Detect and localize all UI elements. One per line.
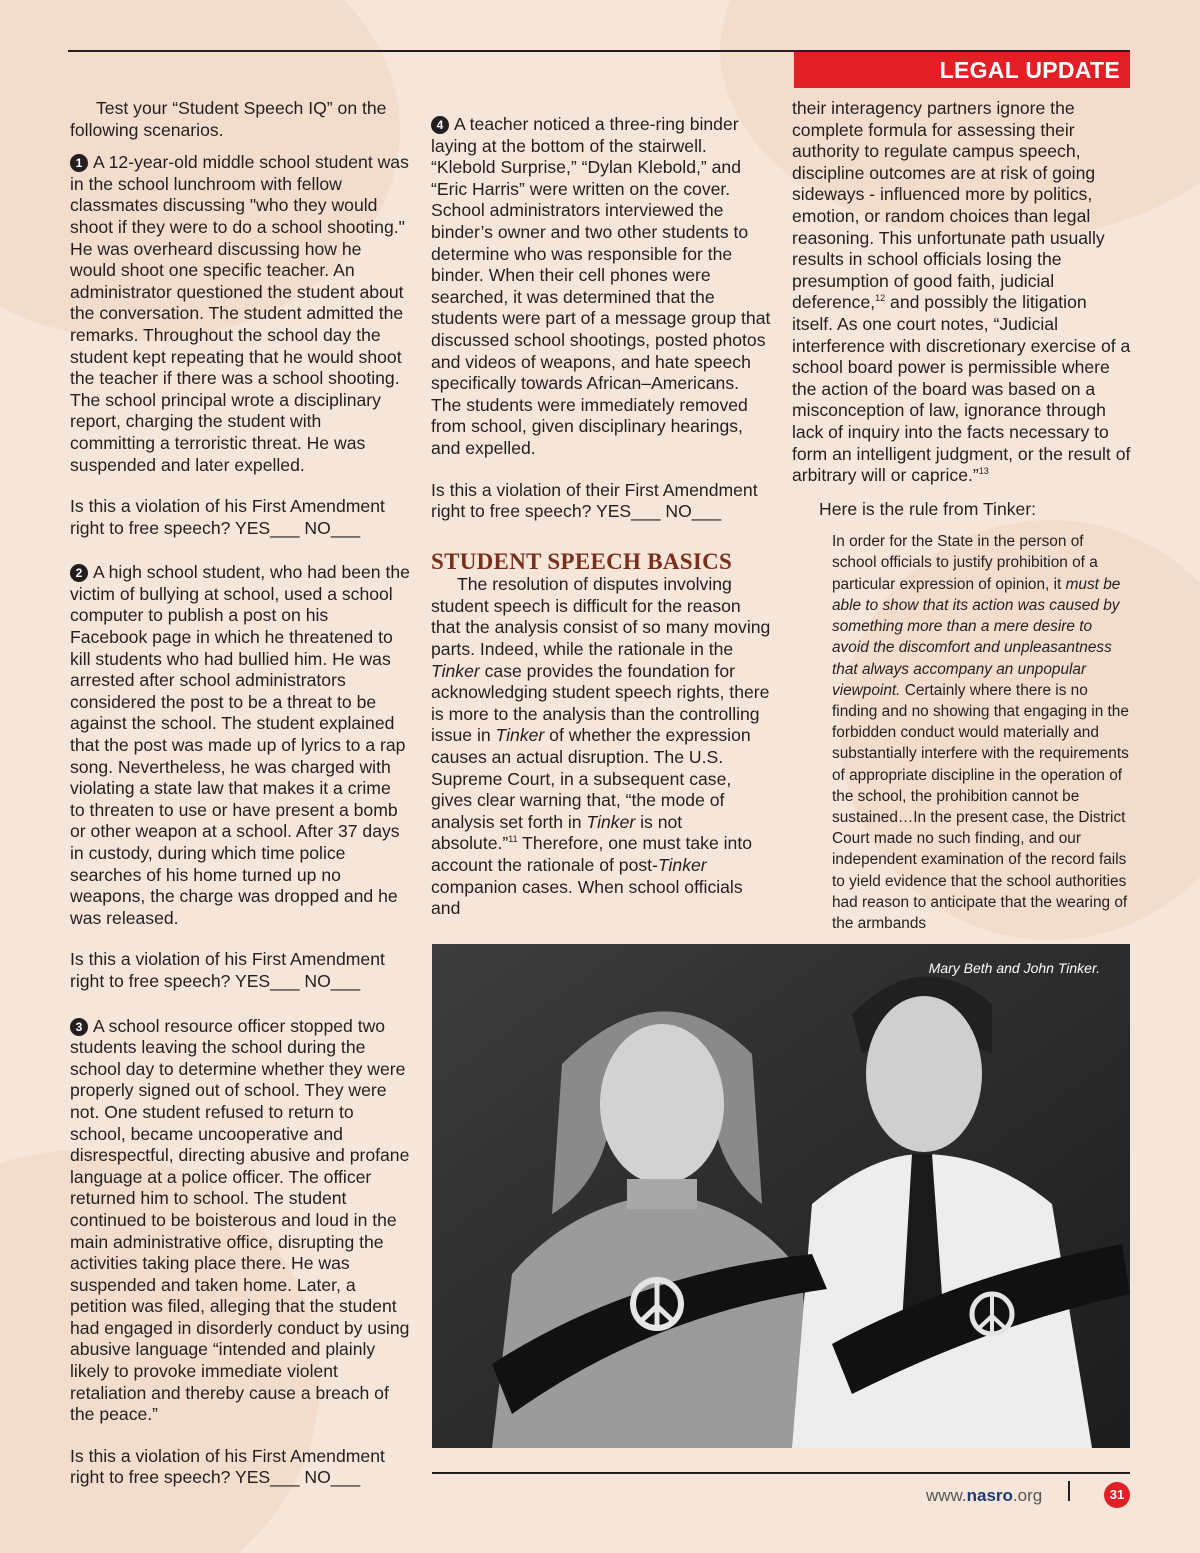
scenario-1 [70,152,410,476]
scenario-number-badge: 2 [70,564,88,582]
body-paragraph: their interagency partners ignore the complete formula for assessing their authority to regulate campus speech, discipline outcomes are at risk of going sideways - influenced more by politics, emotion, or random choices than legal reasoning. This unfortunate path usually results in school officials losing the presumption of good faith, judicial deference,$^{12}$ and possibly the litigation itself. As one court notes, “Judicial interference with discretionary exercise of a school board power is permissible where the action of the board was based on a misconception of law, ignorance through lack of inquiry into the facts necessary to form an intelligent judgment, or the result of arbitrary will or caprice.”$^{13}$ [792,98,1131,486]
scenario-text: A high school student, who had been the victim of bullying at school, used a school computer to publish a post on his Facebook page in which he threatened to kill students who had bullied him. He was arrested after school administrators considered the post to be a threat to be against the school. The student explained that the post was made up of lyrics to a rap song. Nevertheless, he was charged with violating a state law that makes it a crime to threaten to use or have present a bomb or other weapon at a school. After 37 days in custody, during which time police searches of his home turned up no weapons, the charge was dropped and he was released. [70,562,410,928]
rule-intro: Here is the rule from Tinker: [819,498,1037,519]
tinker-photo [432,944,1130,1448]
scenario-3 [70,1016,410,1426]
scenario-2 [70,562,410,929]
photo-illustration [432,944,1130,1448]
scenario-number-badge: 1 [70,154,88,172]
column-right [792,98,1132,945]
scenario-4 [431,114,771,460]
footer-divider [1068,1481,1070,1501]
section-banner: LEGAL UPDATE [794,52,1130,88]
footnote-ref: 11 [508,834,518,845]
body-paragraph: The resolution of disputes involving student speech is difficult for the reason that the analysis consist of so many moving parts. Indeed, while the rationale in the Tinker case provides the foundation for acknowledging student speech rights, there is more to the analysis than the controlling issue in Tinker of whether the expression causes an actual disruption. The U.S. Supreme Court, in a subsequent case, gives clear warning that, “the mode of analysis set forth in Tinker is not absolute.”$^{11}$ Therefore, one must take into account the rationale of post-Tinker companion cases. When school officials and [431,574,771,919]
column-left [70,98,410,1500]
column-middle [431,114,771,931]
footnote-ref: 13 [978,466,989,477]
footnote-ref: 12 [875,293,886,304]
photo-caption: Mary Beth and John Tinker. [928,960,1100,976]
scenario-question: Is this a violation of their First Amendment right to free speech? YES___ NO___ [431,479,758,522]
page-number-badge: 31 [1104,1482,1130,1508]
scenario-question: Is this a violation of his First Amendment right to free speech? YES___ NO___ [70,1445,385,1488]
scenario-text: A 12-year-old middle school student was in the school lunchroom with fellow classmates discussing "who they would shoot if they were to do a school shooting." He was overheard discussing how he would shoot one specific teacher. An administrator questioned the student about the conversation. The student admitted the remarks. Throughout the school day the student kept repeating that he would shoot the teacher if there was a school shooting. The school principal wrote a disciplinary report, charging the student with committing a terroristic threat. He was suspended and later expelled. [70,152,409,475]
scenario-text: A school resource officer stopped two students leaving the school during the school day to determine whether they were properly signed out of school. They were not. One student refused to return to school, became uncooperative and disrespectful, directing abusive and profane language at a police officer. The officer returned him to school. The student continued to be boisterous and loud in the main administrative office, disrupting the activities taking place there. He was suspended and taken home. Later, a petition was filed, alleging that the student had engaged in disorderly conduct by using abusive language “intended and plainly likely to provoke immediate violent retaliation and thereby cause a breach of the peace.” [70,1015,410,1425]
intro-paragraph: Test your “Student Speech IQ” on the following scenarios. [70,98,387,140]
scenario-number-badge: 4 [431,116,449,134]
scenario-question: Is this a violation of his First Amendment right to free speech? YES___ NO___ [70,496,385,538]
scenario-number-badge: 3 [70,1018,88,1036]
footer-website-link[interactable]: www.nasro.org [926,1486,1043,1505]
bottom-rule [432,1472,1130,1474]
block-quote: In order for the State in the person of school officials to justify prohibition of a particular expression of opinion, it must be able to show that its action was caused by something more than a mere desire to avoid the discomfort and unpleasantness that always accompany an unpopular viewpoint. Certainly where there is no finding and no showing that engaging in the forbidden conduct would materially and substantially interfere with the requirements of appropriate discipline in the operation of the school, the prohibition cannot be sustained…In the present case, the District Court made no such finding, and our independent examination of the record fails to yield evidence that the school authorities had reason to anticipate that the wearing of the armbands [832,533,1129,932]
scenario-text: A teacher noticed a three-ring binder laying at the bottom of the stairwell. “Klebold Surprise,” “Dylan Klebold,” and “Eric Harris” were written on the cover. School administrators interviewed the binder’s owner and two other students to determine who was responsible for the binder. When their cell phones were searched, it was determined that the students were part of a message group that discussed school shootings, posted photos and videos of weapons, and hate speech specifically towards African–Americans. The students were immediately removed from school, given disciplinary hearings, and expelled. [431,114,771,458]
section-heading: STUDENT SPEECH BASICS [431,548,733,574]
scenario-question: Is this a violation of his First Amendment right to free speech? YES___ NO___ [70,949,385,991]
